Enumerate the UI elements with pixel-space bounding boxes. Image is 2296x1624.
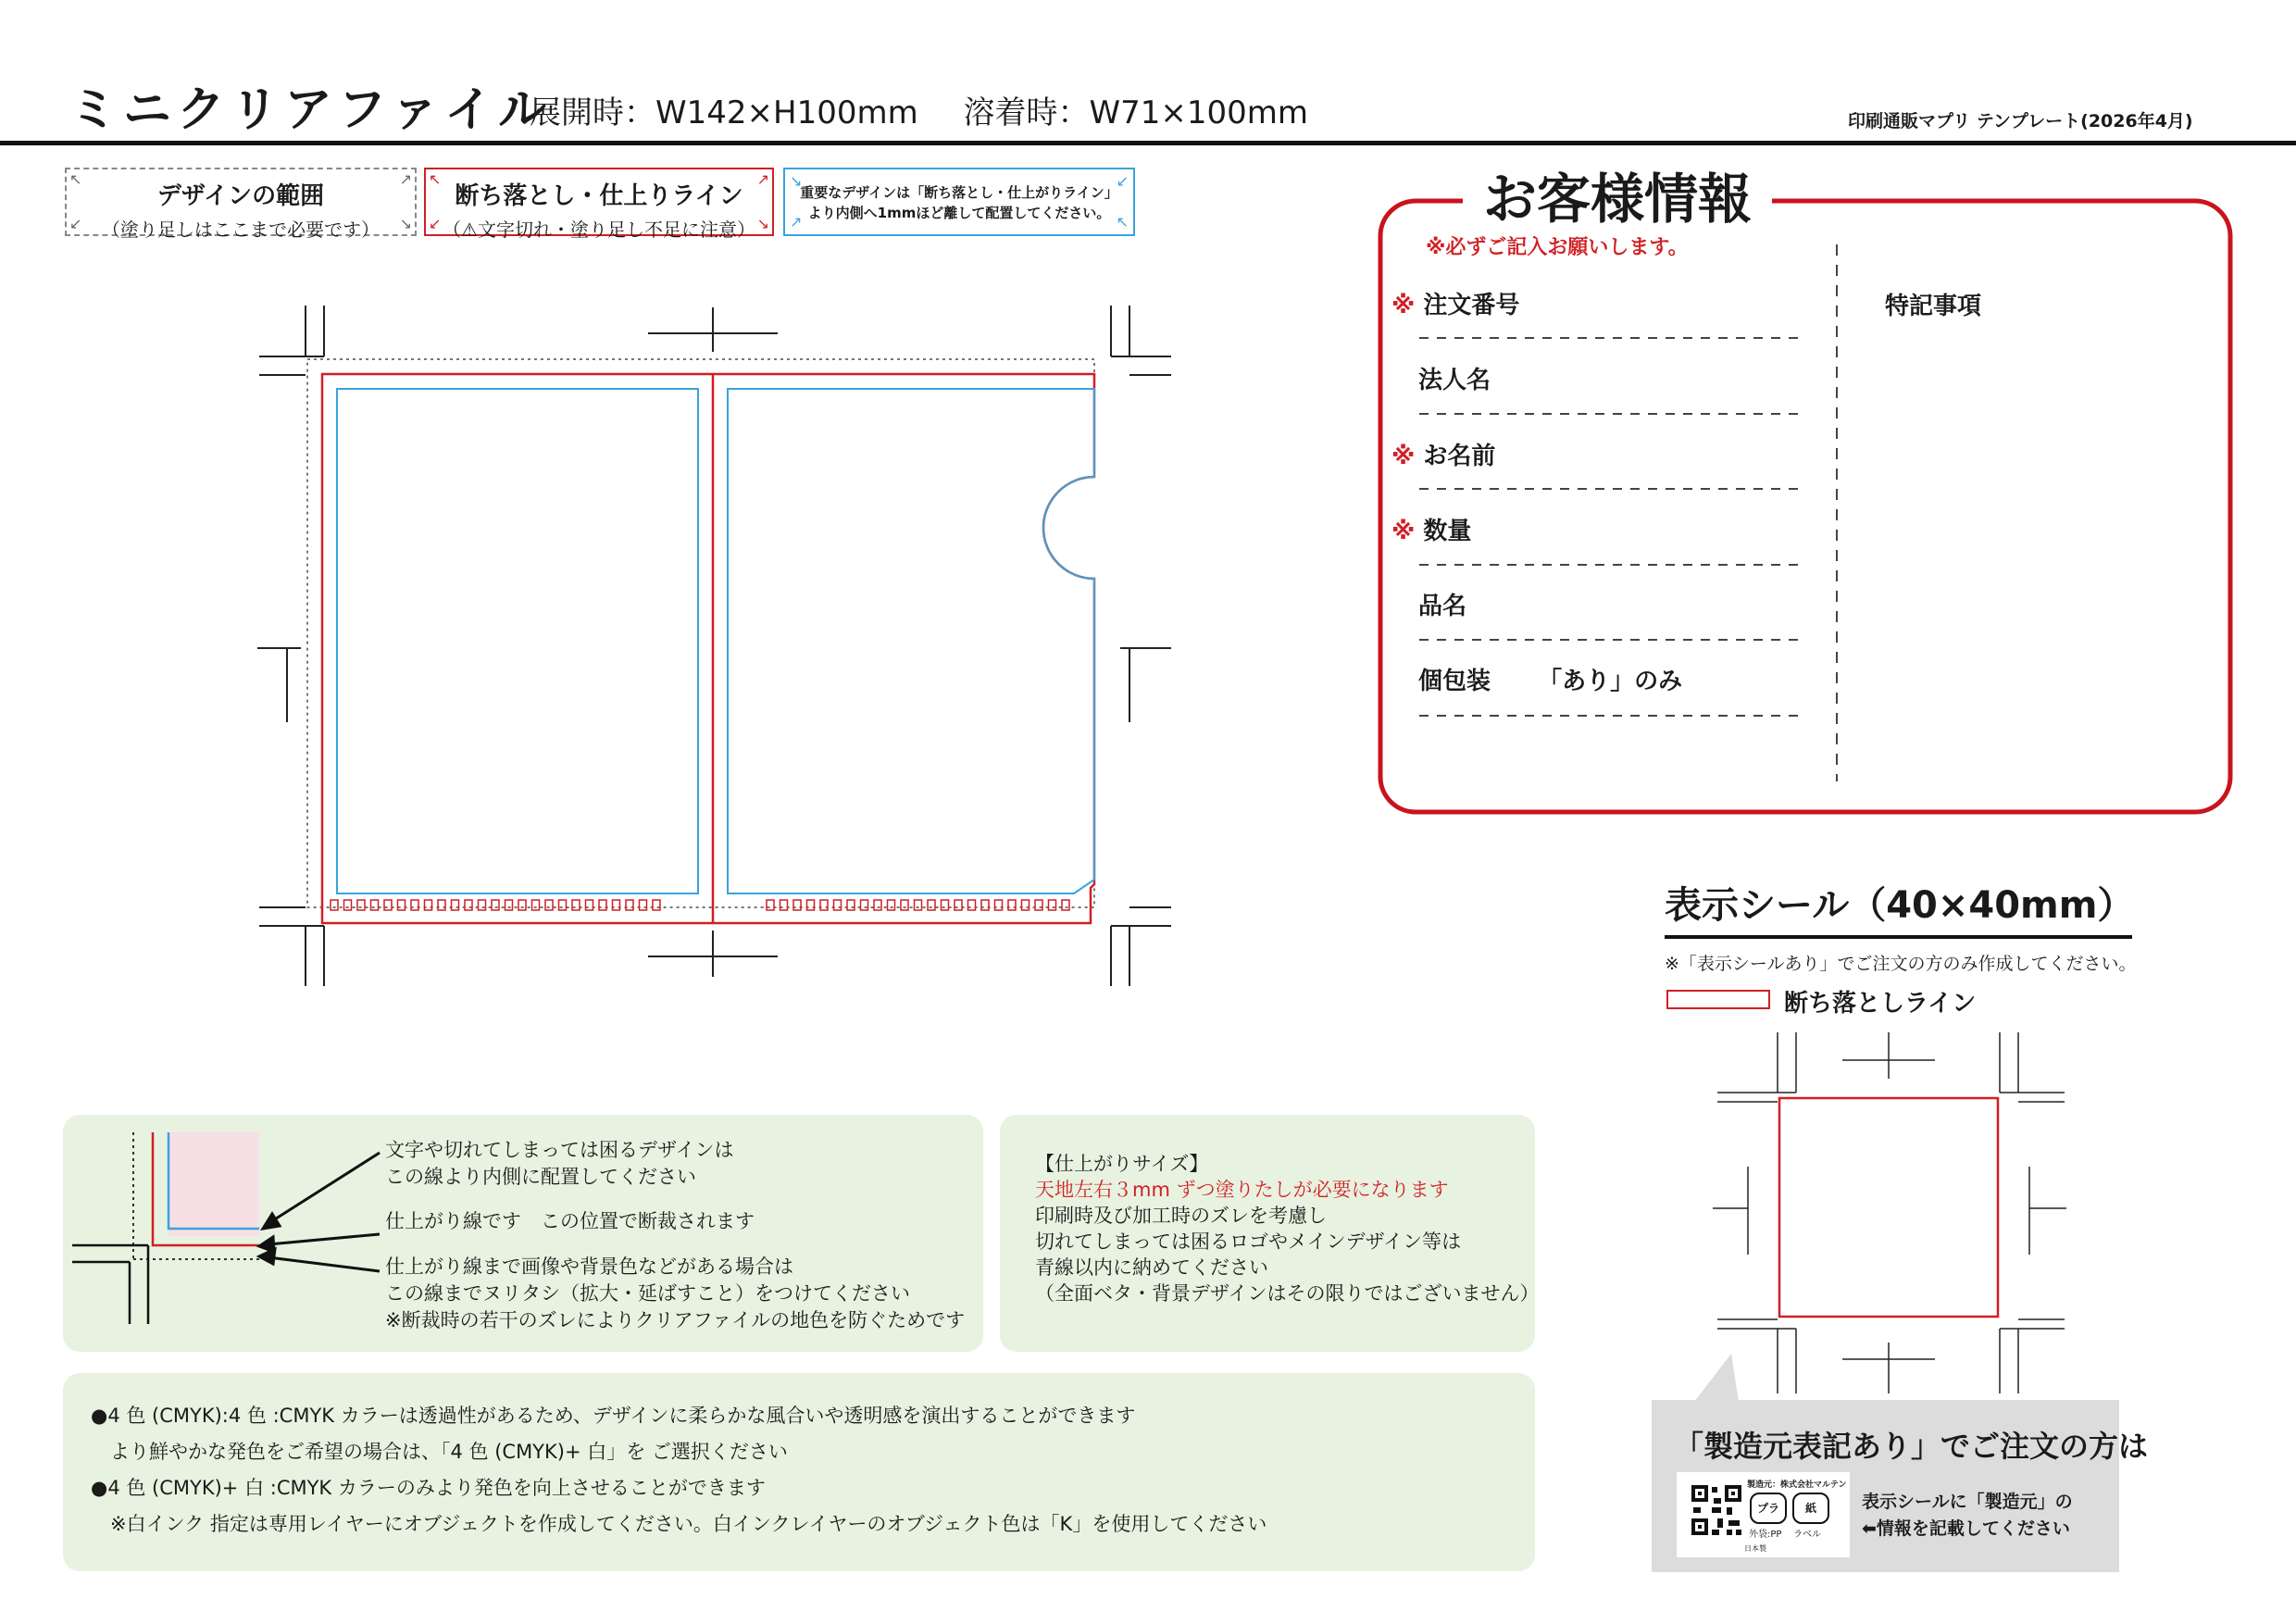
arrow-se-icon: ↘ [399,215,412,232]
finish-size-text: 【仕上がりサイズ】 天地左右３mm ずつ塗りたしが必要になります 印刷時及び加工時のズレを考慮し 切れてしまっては困るロゴやメインデザイン等は 青線以内に納めてください （全面ベタ・背景デザインはその限りではございません） [1035,1153,1540,1305]
weld-mark [1022,900,1029,910]
weld-mark [1035,900,1042,910]
weld-mark [874,900,881,910]
legend-design-area [65,168,417,241]
weld-mark [438,900,445,910]
weld-mark [928,900,935,910]
form-input-lines [1412,333,1810,722]
weld-mark [465,900,472,910]
safe-area-right [728,389,1094,893]
weld-mark [915,900,922,910]
callout-pointer [1685,1354,1741,1402]
sample-label [1677,1472,1850,1557]
weld-mark [653,900,660,910]
packaging-value: 「あり」のみ [1538,668,1683,695]
recycle-paper-icon: 紙 [1792,1493,1829,1524]
legend-trim-line [424,168,774,241]
weld-mark [820,900,828,910]
weld-mark [901,900,908,910]
trim-line [322,374,1094,923]
welded-size: 溶着時：W71×100mm [963,94,1309,131]
required-mark: ※ [1391,518,1416,545]
display-seal-note: ※「表示シールあり」でご注文の方のみ作成してください。 [1665,954,2137,974]
weld-mark [834,900,842,910]
required-mark: ※ [1391,443,1416,470]
legend-title: デザインの範囲 [156,182,325,210]
sample-origin: 日本製 [1744,1544,1766,1553]
weld-mark [371,900,379,910]
guide-diagram [65,1125,417,1338]
weld-mark [942,900,949,910]
weld-mark [888,900,895,910]
arrow-nw-icon: ↖ [69,170,82,188]
weld-mark [1062,900,1069,910]
weld-marks [331,900,1069,910]
arrow-sw-icon: ↙ [429,215,442,232]
weld-mark [995,900,1003,910]
spread-size: 展開時：W142×H100mm [530,94,918,131]
weld-mark [344,900,352,910]
weld-mark [331,900,338,910]
weld-mark [955,900,962,910]
finish-size-title: 【仕上がりサイズ】 [1035,1153,1209,1175]
weld-mark [532,900,540,910]
weld-mark [518,900,526,910]
qr-code-icon [1690,1483,1743,1537]
arrow-ne-icon: ↗ [399,170,412,188]
weld-mark [626,900,633,910]
sample-header: 製造元：株式会社マルテン [1747,1480,1847,1490]
field-quantity[interactable]: ※ 数量 [1391,518,1472,545]
design-area-line [307,359,1094,907]
weld-mark [780,900,788,910]
size-info [530,87,1343,132]
weld-mark [411,900,418,910]
arrow-ne-icon: ↗ [756,170,769,188]
weld-mark [767,900,774,910]
weld-mark [572,900,580,910]
arrow-nw-icon: ↖ [1116,213,1129,231]
weld-mark [981,900,989,910]
legend-note: （⚠文字切れ・塗り足し不足に注意） [443,219,755,241]
display-seal-title: 表示シール（40×40mm） [1665,884,2135,927]
display-seal-template [1703,1028,2074,1398]
required-mark: ※ [1391,292,1416,319]
weld-mark [1049,900,1056,910]
weld-mark [479,900,486,910]
weld-mark [398,900,406,910]
arrow-sw-icon: ↙ [69,215,82,232]
weld-mark [613,900,620,910]
weld-mark [492,900,499,910]
guide-note-bleed: 仕上がり線まで画像や背景色などがある場合は この線までヌリタシ（拡大・延ばすこと）をつけてください ※断裁時の若干のズレによりクリアファイルの地色を防ぐためです [385,1255,966,1331]
arrow-se-icon: ↘ [790,172,803,190]
color-notes-text: ●4 色 (CMYK):4 色 :CMYK カラーは透過性があるため、デザインに柔らかな風合いや透明感を演出することができます より鮮やかな発色をご希望の場合は、「4 色 (CMYK)+ 白」を ご選択ください ●4 色 (CMYK)+ 白 :CMYK カラーのみより発色を向上させることができます ※白インク 指定は専用レイヤーにオブジェクトを作成してください。白インクレイヤーのオブジェクト色は「K」を使用してください [91,1405,1267,1535]
guide-note-safe: 文字や切れてしまっては困るデザインは この線より内側に配置してください [385,1139,734,1188]
field-remarks[interactable]: 特記事項 [1885,293,1982,320]
weld-mark [586,900,593,910]
crop-marks [257,306,1171,986]
display-seal-line-label: 断ち落としライン [1784,990,1977,1018]
arrow-nw-icon: ↖ [429,170,442,188]
legend-note: （塗り足しはここまで必要です） [102,219,380,241]
maker-label-instruction: 表示シールに「製造元」の ⬅情報を記載してください [1862,1492,2073,1539]
weld-mark [452,900,459,910]
weld-mark [599,900,606,910]
safe-area-left [337,389,698,893]
weld-mark [357,900,365,910]
weld-mark [1008,900,1016,910]
template-label: 印刷通販マプリ テンプレート(2026年4月) [1848,111,2193,131]
clear-file-template [241,296,1194,1000]
field-company-name[interactable]: 法人名 [1418,367,1491,394]
weld-mark [505,900,513,910]
display-seal-rule [1665,935,2132,939]
sample-pp: 外袋:PP [1749,1530,1782,1540]
weld-mark [807,900,815,910]
guide-note-trim: 仕上がり線です この位置で断裁されます [385,1210,755,1232]
weld-mark [861,900,868,910]
weld-mark [559,900,567,910]
header-rule [0,141,2296,145]
sample-label-text: ラベル [1793,1530,1821,1540]
weld-mark [545,900,553,910]
field-order-number[interactable]: ※ 注文番号 [1391,292,1520,319]
customer-form-note: ※必ずご記入お願いします。 [1426,236,1689,259]
field-product-name[interactable]: 品名 [1418,593,1467,620]
customer-form-title: お客様情報 [1463,156,1772,233]
weld-mark [968,900,976,910]
finish-size-bleed-note: 天地左右３mm ずつ塗りたしが必要になります [1035,1179,1449,1201]
page-title: ミニクリアファイル [69,82,552,138]
arrow-sw-icon: ↙ [1116,172,1129,190]
recycle-plastic-icon: プラ [1750,1493,1787,1524]
weld-mark [847,900,855,910]
weld-mark [425,900,432,910]
legend-text: 重要なデザインは「断ち落とし・仕上がりライン」 より内側へ1mmほど離して配置してください。 [800,184,1118,221]
maker-label-title: 「製造元表記あり」でご注文の方は [1674,1429,2149,1464]
arrow-ne-icon: ↗ [790,213,803,231]
weld-mark [384,900,392,910]
field-name[interactable]: ※ お名前 [1391,443,1496,470]
trim-line-swatch [1666,990,1770,1009]
weld-mark [640,900,647,910]
arrow-se-icon: ↘ [756,215,769,232]
legend-safe-area [783,168,1135,236]
field-individual-packaging[interactable]: 個包装 「あり」のみ [1418,668,1683,695]
legend-title: 断ち落とし・仕上りライン [455,182,743,210]
weld-mark [793,900,801,910]
